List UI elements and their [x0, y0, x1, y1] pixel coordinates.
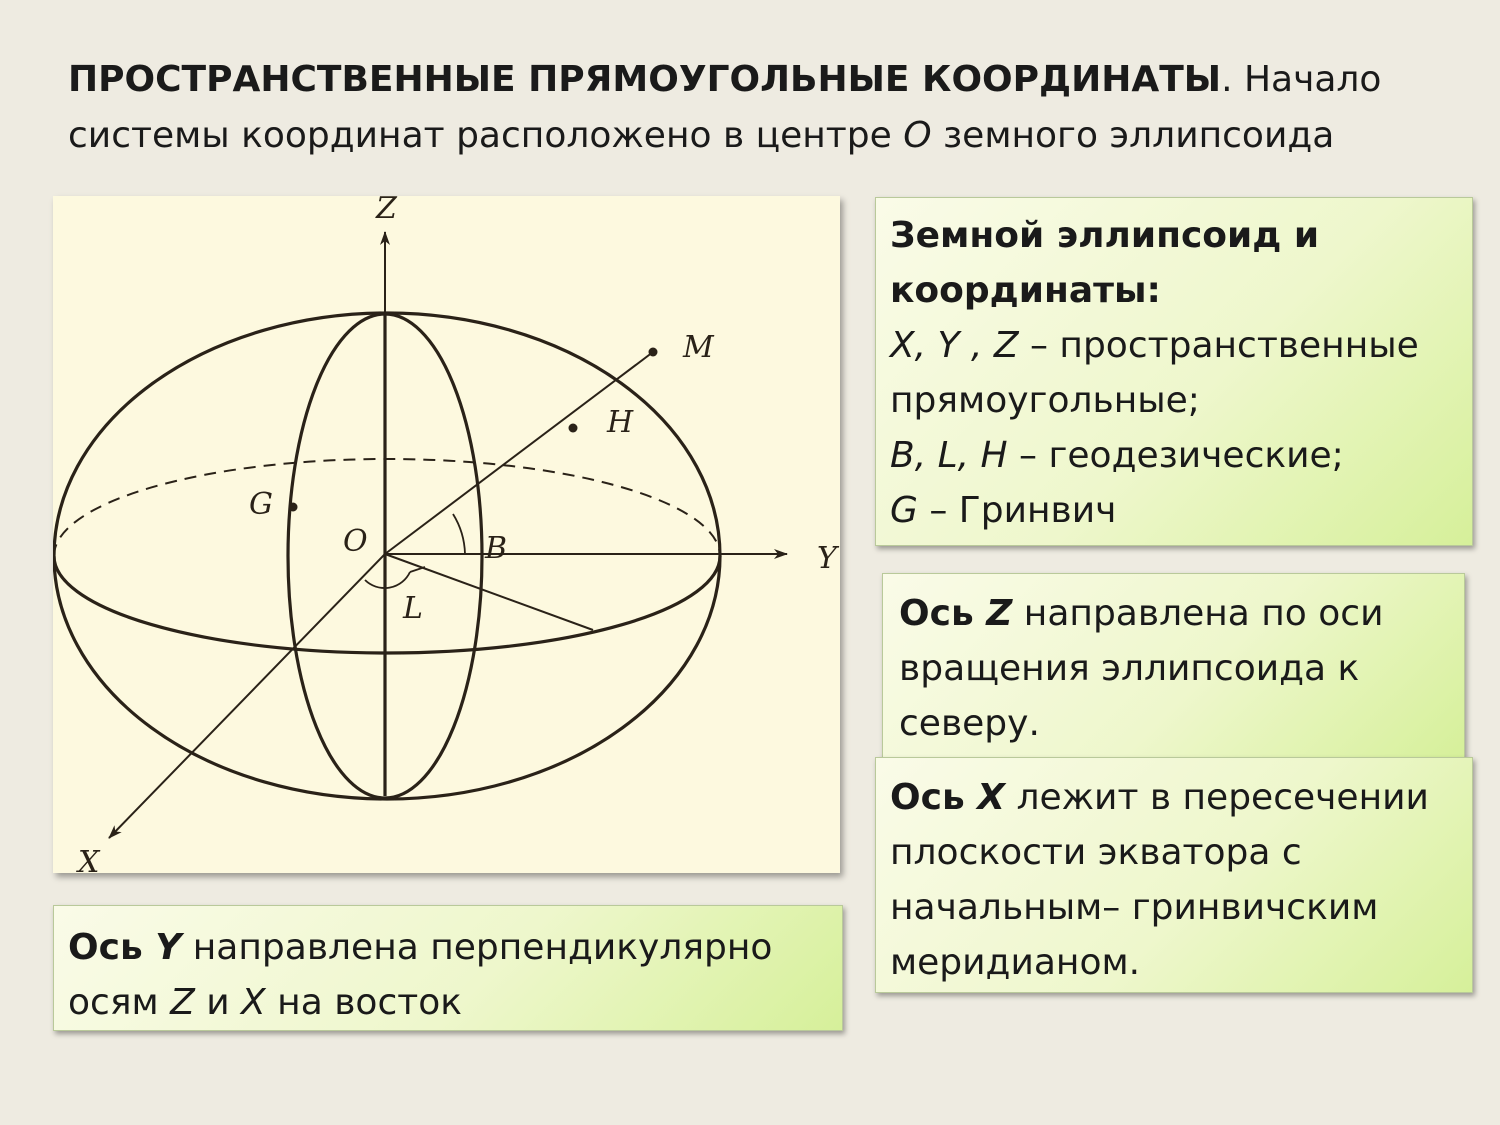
label-m: M: [683, 330, 714, 365]
normal-line-om: [385, 352, 653, 554]
point-m: [649, 348, 658, 357]
y-box-axis: Y: [155, 927, 182, 968]
outer-ellipse: [54, 313, 720, 799]
z-box-prefix: Ось: [899, 593, 987, 634]
label-x: X: [78, 845, 100, 873]
z-axis-box: [882, 573, 1465, 758]
label-g: G: [249, 487, 273, 522]
angle-b-arc: [453, 514, 465, 554]
x-axis-box: [875, 757, 1473, 993]
blh-desc: – геодезические;: [1007, 435, 1344, 476]
ellipsoid-figure: [53, 196, 840, 873]
title-bold: ПРОСТРАНСТВЕННЫЕ ПРЯМОУГОЛЬНЫЕ КООРДИНАТЫ: [68, 59, 1222, 100]
y-box-var-z: Z: [170, 982, 195, 1023]
angle-l-arc: [365, 572, 410, 588]
xyz-desc: – пространственные прямоугольные;: [890, 325, 1419, 421]
label-h: H: [607, 405, 634, 440]
x-box-prefix: Ось: [890, 777, 978, 818]
x-box-text: лежит в пересечении плоскости экватора с начальным– гринвичским меридианом.: [890, 777, 1429, 983]
label-y: Y: [817, 541, 837, 576]
equator-back: [54, 459, 720, 556]
y-box-var-x: X: [241, 982, 266, 1023]
y-box-text-1: направлена перпендикулярно осям: [68, 927, 773, 1023]
y-box-text-2: и: [194, 982, 242, 1023]
slide-title: [68, 52, 1448, 164]
ellipsoid-diagram: [53, 196, 840, 873]
z-box-axis: Z: [986, 593, 1013, 634]
ellipsoid-heading: Земной эллипсоид и координаты:: [890, 215, 1320, 311]
x-box-axis: X: [977, 777, 1006, 818]
xyz-vars: X, Y , Z: [890, 325, 1019, 366]
title-origin: O: [903, 115, 932, 156]
point-h: [569, 424, 578, 433]
title-text-2: земного эллипсоида: [931, 115, 1335, 156]
label-z: Z: [376, 196, 397, 226]
ellipsoid-coordinates-box: [875, 197, 1473, 546]
z-box-text: направлена по оси вращения эллипсоида к северу.: [899, 593, 1384, 744]
point-g: [289, 503, 298, 512]
y-axis-box: [53, 905, 843, 1031]
label-l: L: [403, 591, 423, 626]
label-b: B: [485, 531, 508, 566]
blh-vars: B, L, H: [890, 435, 1008, 476]
equator-front: [54, 556, 720, 653]
title-text-1: . Начало системы координат расположено в центре: [68, 59, 1382, 156]
angle-l-arc-2: [410, 567, 425, 572]
y-box-prefix: Ось: [68, 927, 156, 968]
y-box-text-3: на восток: [265, 982, 462, 1023]
label-o: O: [343, 524, 368, 559]
g-var: G: [890, 490, 918, 531]
g-desc: – Гринвич: [917, 490, 1117, 531]
